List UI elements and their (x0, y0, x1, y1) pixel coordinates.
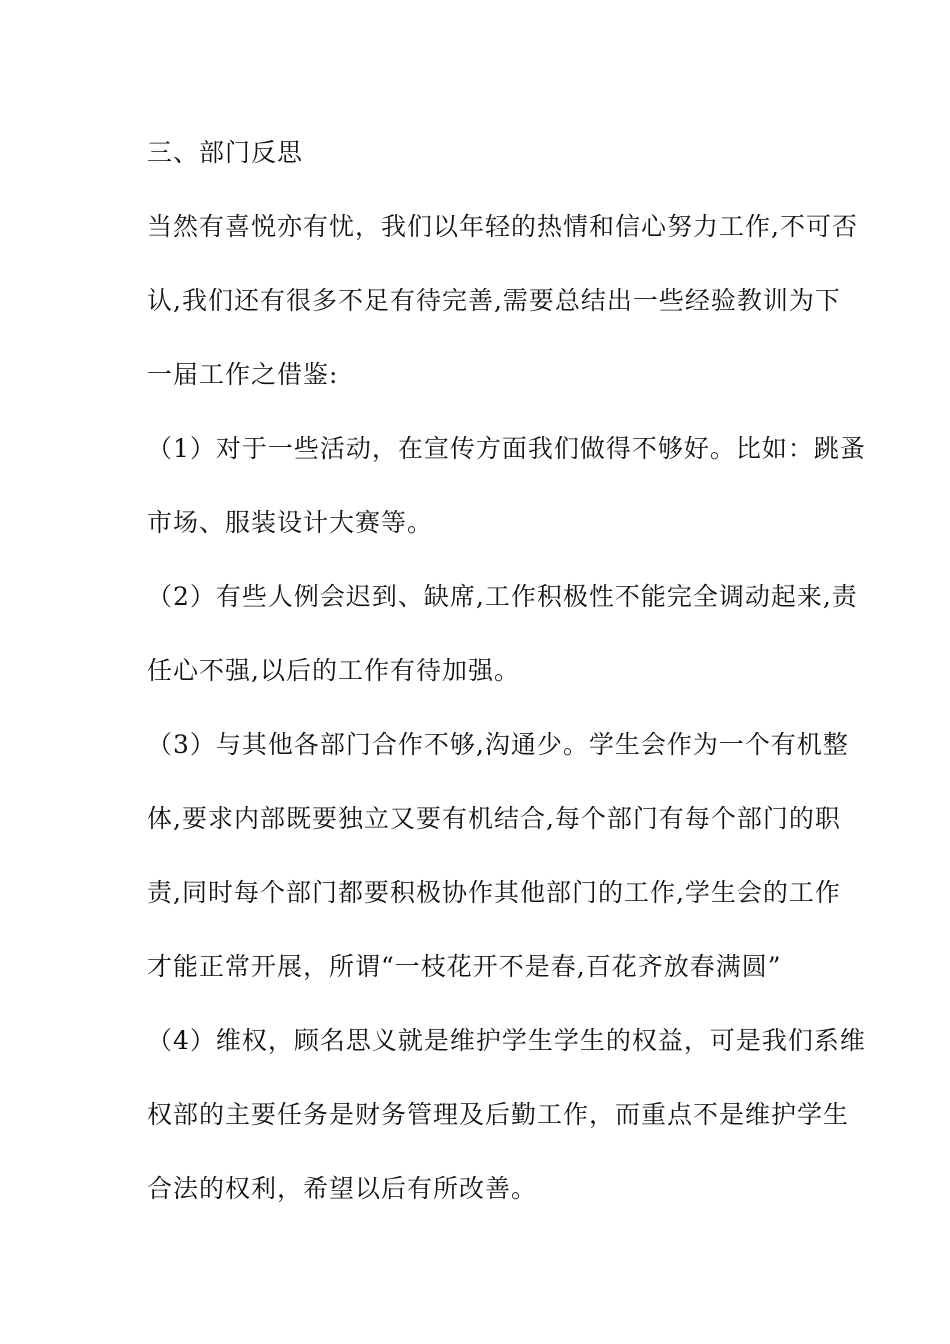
list-item-1-line: 市场、服装设计大赛等。 (147, 508, 434, 537)
paragraph-line: 一届工作之借鉴: (147, 360, 339, 389)
list-item-4-line: （4）维权，顾名思义就是维护学生学生的权益，可是我们系维 (147, 1026, 866, 1055)
section-heading: 三、部门反思 (147, 138, 304, 167)
list-item-4-line: 权部的主要任务是财务管理及后勤工作，而重点不是维护学生 (147, 1100, 850, 1129)
list-item-2-line: 任心不强,以后的工作有待加强。 (147, 656, 520, 685)
list-item-3-line: 责,同时每个部门都要积极协作其他部门的工作,学生会的工作 (147, 878, 841, 907)
list-item-3-line: 才能正常开展，所谓“一枝花开不是春,百花齐放春满圆” (147, 952, 782, 981)
paragraph-line: 认,我们还有很多不足有待完善,需要总结出一些经验教训为下 (147, 286, 841, 315)
paragraph-line: 当然有喜悦亦有忧，我们以年轻的热情和信心努力工作,不可否 (147, 212, 858, 241)
list-item-3-line: 体,要求内部既要独立又要有机结合,每个部门有每个部门的职 (147, 804, 841, 833)
list-item-1-line: （1）对于一些活动，在宣传方面我们做得不够好。比如：跳蚤 (147, 434, 866, 463)
list-item-2-line: （2）有些人例会迟到、缺席,工作积极性不能完全调动起来,责 (147, 582, 858, 611)
list-item-3-line: （3）与其他各部门合作不够,沟通少。学生会作为一个有机整 (147, 730, 849, 759)
list-item-4-line: 合法的权利，希望以后有所改善。 (147, 1174, 538, 1203)
